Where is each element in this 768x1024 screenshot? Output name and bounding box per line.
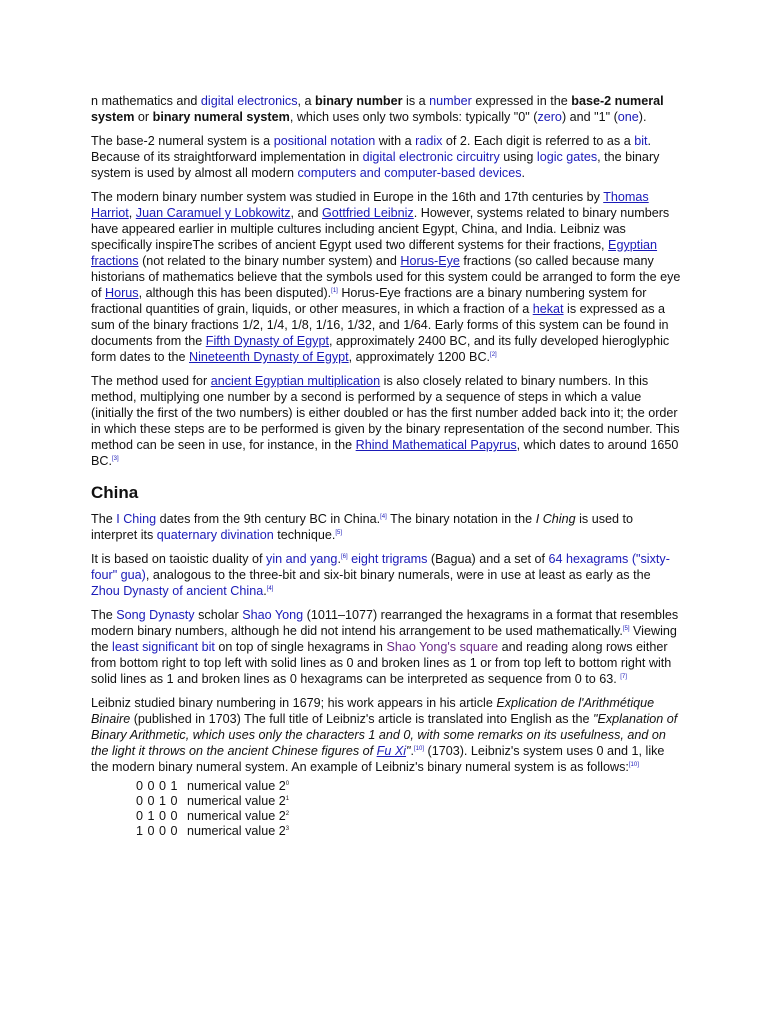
link-shao-yong[interactable]: Shao Yong bbox=[242, 608, 304, 622]
text: n mathematics and bbox=[91, 94, 201, 108]
link-horus-eye[interactable]: Horus-Eye bbox=[400, 254, 460, 268]
text: , approximately 1200 BC. bbox=[348, 350, 491, 364]
value-label: numerical value 2 bbox=[187, 824, 286, 838]
section-heading-china: China bbox=[91, 483, 139, 502]
link-bit[interactable]: bit bbox=[634, 134, 648, 148]
text: Leibniz studied binary numbering in 1679; his work appears in his article bbox=[91, 696, 497, 710]
list-item bbox=[136, 824, 681, 839]
list-item bbox=[136, 809, 681, 824]
link-rhind-papyrus[interactable]: Rhind Mathematical Papyrus bbox=[355, 438, 517, 452]
text: , analogous to the three-bit and six-bit binary numerals, were in use at least as early as the bbox=[145, 568, 651, 582]
text: , bbox=[128, 206, 136, 220]
text: fractions (so called because many historians of mathematics believe that the symbols used for this system could be arranged to form the eye of bbox=[91, 254, 681, 300]
paragraph-taoistic bbox=[91, 551, 681, 599]
bold-term: binary number bbox=[315, 94, 403, 108]
value-label: numerical value 2 bbox=[187, 779, 286, 793]
text: It is based on taoistic duality of bbox=[91, 552, 267, 566]
text: , which dates to around 1650 BC. bbox=[91, 438, 679, 468]
text: The method used for bbox=[91, 374, 211, 388]
italic-quote-close: " bbox=[406, 744, 411, 758]
text: . bbox=[263, 584, 267, 598]
citation-ref[interactable]: [5] bbox=[335, 530, 343, 536]
text: expressed in the bbox=[471, 94, 572, 108]
text: (1011–1077) rearranged the hexagrams in a format that resembles modern binary numbers, although he did not intend his arrangement to be used mathematically. bbox=[91, 608, 679, 638]
text: is a bbox=[402, 94, 430, 108]
italic-term: I Ching bbox=[535, 512, 576, 526]
citation-ref[interactable]: [3] bbox=[112, 456, 119, 462]
intro-paragraph bbox=[91, 93, 681, 125]
citation-ref[interactable]: [5] bbox=[622, 626, 630, 632]
text: (published in 1703) The full title of Leibniz's article is translated into English as the bbox=[130, 712, 594, 726]
link-fu-xi[interactable]: Fu Xi bbox=[376, 744, 407, 758]
link-song-dynasty[interactable]: Song Dynasty bbox=[116, 608, 195, 622]
text: or bbox=[134, 110, 153, 124]
text: with a bbox=[375, 134, 416, 148]
link-eight-trigrams[interactable]: eight trigrams bbox=[351, 552, 428, 566]
link-i-ching[interactable]: I Ching bbox=[116, 512, 157, 526]
text: technique. bbox=[273, 528, 336, 542]
text: , the binary system is used by almost all modern bbox=[91, 150, 660, 180]
link-64-hexagrams[interactable]: 64 hexagrams ("sixty-four" gua) bbox=[91, 552, 670, 582]
text: and reading along rows either from bottom right to top left with solid lines as 0 and broken lines as 1 or from top left to bottom right with solid lines as 1 and broken lines as 0 hexagrams can be interpreted as sequence from 0 to 63. bbox=[91, 640, 672, 686]
paragraph-iching bbox=[91, 511, 681, 543]
text: The bbox=[91, 512, 117, 526]
text: Horus-Eye fractions are a binary numbering system for fractional quantities of grain, liquids, or other measures, in which a fraction of a bbox=[91, 286, 647, 316]
text: is used to interpret its bbox=[91, 512, 634, 542]
link-number[interactable]: number bbox=[429, 94, 472, 108]
link-shao-yong-square[interactable]: Shao Yong's square bbox=[386, 640, 499, 654]
text: (Bagua) and a set of bbox=[427, 552, 549, 566]
citation-ref[interactable]: [10] bbox=[628, 762, 639, 768]
text: ). bbox=[638, 110, 647, 124]
link-leibniz[interactable]: Gottfried Leibniz bbox=[322, 206, 414, 220]
link-computers[interactable]: computers and computer-based devices bbox=[297, 166, 522, 180]
bold-term: base-2 numeral system bbox=[91, 94, 664, 124]
link-egyptian-fractions[interactable]: Egyptian fractions bbox=[91, 238, 658, 268]
paragraph-leibniz bbox=[91, 695, 681, 775]
citation-ref[interactable]: [7] bbox=[620, 674, 627, 680]
text: . bbox=[410, 744, 415, 758]
binary-code: 0 0 0 1 bbox=[136, 779, 179, 793]
list-item bbox=[136, 779, 681, 794]
citation-ref[interactable]: [6] bbox=[340, 554, 348, 560]
text: , approximately 2400 BC, and its fully developed hieroglyphic form dates to the bbox=[91, 334, 670, 364]
link-least-significant-bit[interactable]: least significant bit bbox=[112, 640, 215, 654]
paragraph-base2 bbox=[91, 133, 681, 181]
bold-term: binary numeral system bbox=[152, 110, 290, 124]
exponent: 0 bbox=[285, 781, 290, 787]
citation-ref[interactable]: [2] bbox=[490, 352, 497, 358]
paragraph-multiplication bbox=[91, 373, 681, 469]
link-logic-gates[interactable]: logic gates bbox=[536, 150, 598, 164]
exponent: 3 bbox=[285, 826, 290, 832]
link-radix[interactable]: radix bbox=[415, 134, 443, 148]
text: Viewing the bbox=[91, 624, 677, 654]
link-quaternary-divination[interactable]: quaternary divination bbox=[156, 528, 274, 542]
link-positional-notation[interactable]: positional notation bbox=[273, 134, 376, 148]
text: The bbox=[91, 608, 117, 622]
link-nineteenth-dynasty[interactable]: Nineteenth Dynasty of Egypt bbox=[189, 350, 349, 364]
link-horus[interactable]: Horus bbox=[105, 286, 139, 300]
value-label: numerical value 2 bbox=[187, 794, 286, 808]
link-yin-yang[interactable]: yin and yang bbox=[266, 552, 338, 566]
value-label: numerical value 2 bbox=[187, 809, 286, 823]
link-caramuel[interactable]: Juan Caramuel y Lobkowitz bbox=[135, 206, 291, 220]
text: using bbox=[499, 150, 537, 164]
link-digital-electronics[interactable]: digital electronics bbox=[200, 94, 298, 108]
citation-ref[interactable]: [4] bbox=[380, 514, 387, 520]
citation-ref[interactable]: [1] bbox=[331, 288, 338, 294]
text: is expressed as a sum of the binary fractions 1/2, 1/4, 1/8, 1/16, 1/32, and 1/64. Early forms of this system can be found in documents from the bbox=[91, 302, 669, 348]
citation-ref[interactable]: [10] bbox=[414, 746, 425, 752]
binary-code: 0 0 1 0 bbox=[136, 794, 179, 808]
text: (1703). Leibniz's system uses 0 and 1, like the modern binary numeral system. An example of Leibniz's binary numeral system is as follows: bbox=[91, 744, 665, 774]
text: . bbox=[521, 166, 525, 180]
text: . Because of its straightforward implementation in bbox=[91, 134, 652, 164]
binary-code: 0 1 0 0 bbox=[136, 809, 179, 823]
text: The binary notation in the bbox=[386, 512, 536, 526]
text: dates from the 9th century BC in China. bbox=[156, 512, 381, 526]
paragraph-history bbox=[91, 189, 681, 365]
italic-full-title: "Explanation of Binary Arithmetic, which uses only the characters 1 and 0, with some remarks on its usefulness, and on the light it throws on the ancient Chinese figures of bbox=[91, 712, 678, 758]
text: ) and "1" ( bbox=[561, 110, 618, 124]
link-digital-circuitry[interactable]: digital electronic circuitry bbox=[362, 150, 500, 164]
text: of 2. Each digit is referred to as a bbox=[442, 134, 635, 148]
text: is also closely related to binary numbers. In this method, multiplying one number by a second is performed by a sequence of steps in which a value (initially the first of the two numbers) is either doubled or has the first number added back into it; the order in which these steps are to be performed is given by the binary representation of the second number. This method can be seen in use, for instance, in the bbox=[91, 374, 680, 452]
link-fifth-dynasty[interactable]: Fifth Dynasty of Egypt bbox=[205, 334, 329, 348]
citation-ref[interactable]: [4] bbox=[266, 586, 274, 592]
exponent: 2 bbox=[285, 811, 290, 817]
link-one[interactable]: one bbox=[617, 110, 639, 124]
article-body bbox=[91, 93, 681, 839]
text: scholar bbox=[194, 608, 243, 622]
text: , which uses only two symbols: typically "0" ( bbox=[289, 110, 538, 124]
binary-code: 1 0 0 0 bbox=[136, 824, 179, 838]
text: . bbox=[337, 552, 341, 566]
text: , and bbox=[290, 206, 323, 220]
link-zero[interactable]: zero bbox=[537, 110, 562, 124]
exponent: 1 bbox=[285, 796, 290, 802]
binary-example-list bbox=[136, 779, 681, 839]
link-thomas-harriot[interactable]: Thomas Harriot bbox=[91, 190, 649, 220]
text: on top of single hexagrams in bbox=[214, 640, 387, 654]
link-egyptian-multiplication[interactable]: ancient Egyptian multiplication bbox=[210, 374, 381, 388]
text: (not related to the binary number system) and bbox=[138, 254, 401, 268]
paragraph-shao-yong bbox=[91, 607, 681, 687]
link-hekat[interactable]: hekat bbox=[532, 302, 564, 316]
text: , although this has been disputed). bbox=[138, 286, 332, 300]
list-item bbox=[136, 794, 681, 809]
text: , a bbox=[297, 94, 316, 108]
text: The modern binary number system was studied in Europe in the 16th and 17th centuries by bbox=[91, 190, 604, 204]
text: . However, systems related to binary numbers have appeared earlier in multiple cultures including ancient Egypt, China, and India. Leibniz was specifically inspireThe scribes of ancient Egypt used two different systems for their fractions, bbox=[91, 206, 670, 252]
link-zhou-dynasty[interactable]: Zhou Dynasty of ancient China bbox=[91, 584, 264, 598]
text: The base-2 numeral system is a bbox=[91, 134, 274, 148]
italic-title: Explication de l'Arithmétique Binaire bbox=[91, 696, 655, 726]
